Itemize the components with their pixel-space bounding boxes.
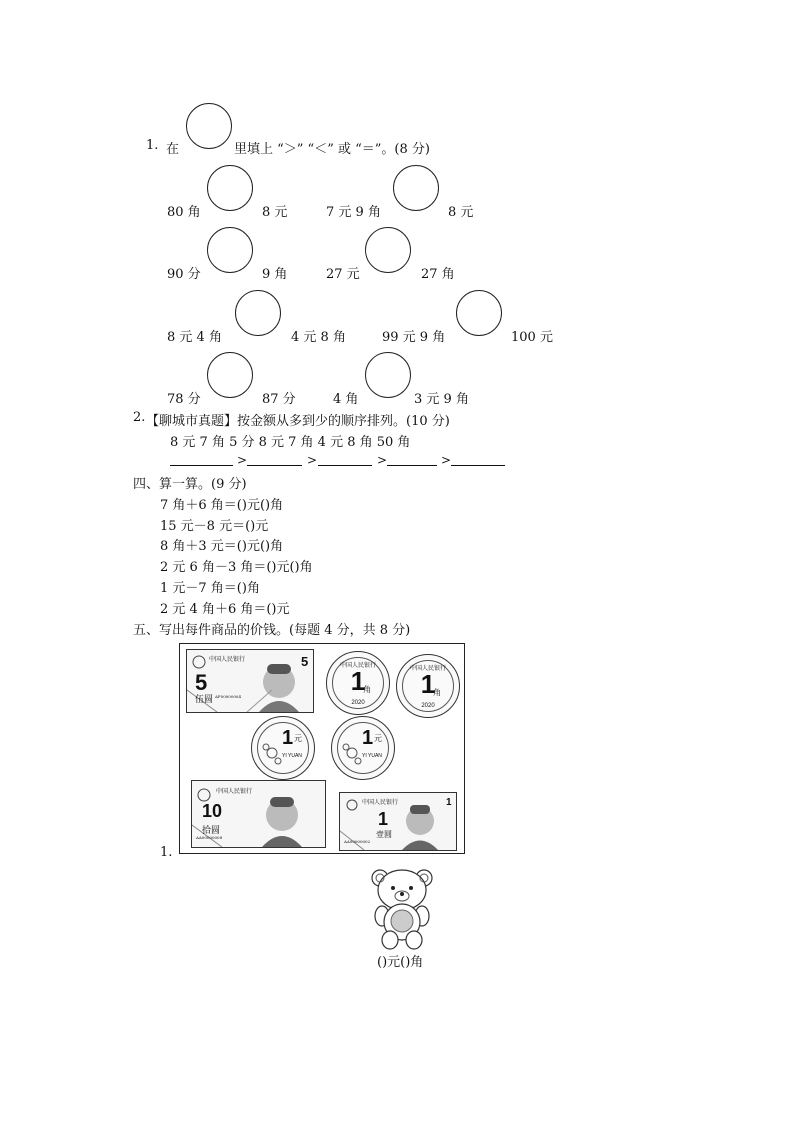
coin-yuan-text-a: YI YUAN <box>282 753 302 759</box>
gt-sign-2: > <box>307 453 318 467</box>
pair-2-right: 8 元 <box>448 205 474 220</box>
q1-instruction: 里填上 “＞” “＜” 或 “＝”。(8 分) <box>234 142 430 157</box>
pair-4-right: 27 角 <box>421 267 455 282</box>
order-blank-3[interactable] <box>318 451 372 466</box>
coin-jiao-year-a: 2020 <box>351 700 365 706</box>
q2-items: 8 元 7 角 5 分 8 元 7 角 4 元 8 角 50 角 <box>170 435 411 450</box>
banknote-10-text: 拾圆 <box>202 826 221 836</box>
coin-yuan-unit-b: 元 <box>374 734 382 743</box>
pair-8-left: 4 角 <box>333 392 359 407</box>
banknote-1-serial: AA00000002 <box>344 839 371 844</box>
banknote-10-serial: AA00000008 <box>196 835 223 840</box>
pair-5-left: 8 元 4 角 <box>167 330 222 345</box>
gt-sign-3: > <box>377 453 388 467</box>
order-blank-4[interactable] <box>387 451 437 466</box>
pair-1-right: 8 元 <box>262 205 288 220</box>
banknote-1-corner-value: 1 <box>446 797 452 808</box>
money-panel <box>179 643 465 854</box>
q2-title: 【聊城市真题】按金额从多到少的顺序排列。(10 分) <box>146 414 450 429</box>
coin-jiao-year-b: 2020 <box>421 703 435 709</box>
compare-circle-4[interactable] <box>365 227 411 273</box>
banknote-5-yuan <box>186 649 314 713</box>
part4-title: 四、算一算。(9 分) <box>133 477 247 492</box>
pair-1-left: 80 角 <box>167 205 201 220</box>
coin-1-jiao-a <box>326 651 390 715</box>
banknote-5-serial: AF00000004 <box>215 694 242 699</box>
banknote-10-bank: 中国人民银行 <box>216 788 253 795</box>
banknote-5-value: 5 <box>195 670 208 695</box>
banknote-5-bank: 中国人民银行 <box>209 656 246 663</box>
q1-number: 1. <box>146 138 159 153</box>
banknote-1-text: 壹圆 <box>376 830 392 839</box>
banknote-10-yuan <box>191 780 326 848</box>
gt-sign-4: > <box>441 453 452 467</box>
coin-jiao-bank-b: 中国人民银行 <box>409 666 446 672</box>
coin-yuan-value-a: 1 <box>282 727 294 749</box>
calc-item-6: 2 元 4 角＋6 角＝()元 <box>160 602 290 617</box>
coin-1-yuan-a <box>251 716 315 780</box>
coin-1-yuan-b <box>331 716 395 780</box>
answer-price: ()元()角 <box>377 955 424 970</box>
coin-jiao-value-b: 1 <box>420 669 436 699</box>
compare-circle-7[interactable] <box>207 352 253 398</box>
compare-circle-5[interactable] <box>235 290 281 336</box>
banknote-1-bank: 中国人民银行 <box>362 799 399 806</box>
pair-2-left: 7 元 9 角 <box>326 205 381 220</box>
q1-prefix: 在 <box>166 142 180 157</box>
pair-6-right: 100 元 <box>511 330 553 345</box>
coin-yuan-unit-a: 元 <box>294 734 302 743</box>
banknote-5-text: 伍圆 <box>195 695 214 705</box>
gt-sign-1: > <box>237 453 248 467</box>
banknote-10-value: 10 <box>202 801 223 821</box>
part5-q1-number: 1. <box>160 845 173 860</box>
pair-4-left: 27 元 <box>326 267 360 282</box>
compare-circle-8[interactable] <box>365 352 411 398</box>
pair-3-right: 9 角 <box>262 267 288 282</box>
order-blank-5[interactable] <box>451 451 505 466</box>
pair-7-right: 87 分 <box>262 392 296 407</box>
calc-item-1: 7 角＋6 角＝()元()角 <box>160 498 284 513</box>
compare-circle-1[interactable] <box>207 165 253 211</box>
coin-1-jiao-b <box>396 654 460 718</box>
compare-circle-example <box>186 103 232 149</box>
coin-jiao-bank-a: 中国人民银行 <box>339 663 376 669</box>
pair-6-left: 99 元 9 角 <box>382 330 446 345</box>
order-blank-2[interactable] <box>247 451 302 466</box>
coin-jiao-unit-a: 角 <box>363 685 371 694</box>
order-blank-1[interactable] <box>170 451 233 466</box>
part5-title: 五、写出每件商品的价钱。(每题 4 分，共 8 分) <box>133 623 411 638</box>
banknote-1-yuan <box>339 792 457 851</box>
calc-item-3: 8 角＋3 元＝()元()角 <box>160 539 284 554</box>
pair-5-right: 4 元 8 角 <box>291 330 346 345</box>
calc-item-2: 15 元－8 元＝()元 <box>160 519 269 534</box>
coin-yuan-text-b: YI YUAN <box>362 753 382 759</box>
banknote-1-value: 1 <box>378 809 389 829</box>
pair-3-left: 90 分 <box>167 267 201 282</box>
banknote-5-corner-value: 5 <box>301 654 309 669</box>
calc-item-5: 1 元－7 角＝()角 <box>160 581 260 596</box>
coin-yuan-value-b: 1 <box>362 727 374 749</box>
compare-circle-2[interactable] <box>393 165 439 211</box>
teddy-bear-icon <box>370 866 434 950</box>
compare-circle-6[interactable] <box>456 290 502 336</box>
calc-item-4: 2 元 6 角－3 角＝()元()角 <box>160 560 313 575</box>
pair-7-left: 78 分 <box>167 392 201 407</box>
q2-number: 2. <box>133 410 146 425</box>
compare-circle-3[interactable] <box>207 227 253 273</box>
coin-jiao-unit-b: 角 <box>433 688 441 697</box>
coin-jiao-value-a: 1 <box>350 666 366 696</box>
pair-8-right: 3 元 9 角 <box>414 392 469 407</box>
